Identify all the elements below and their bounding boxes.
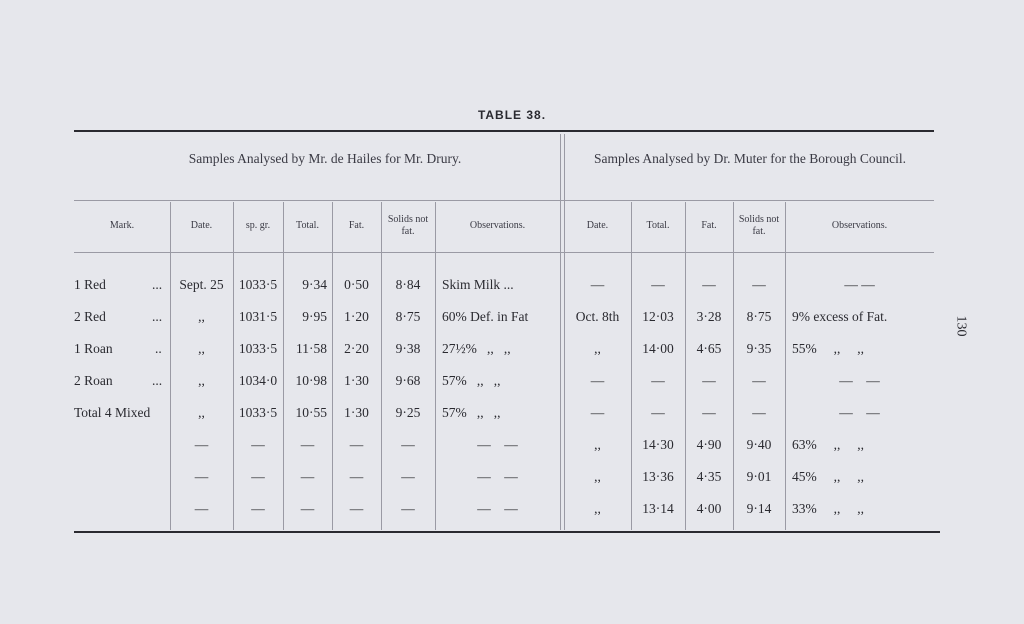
cell-fat: — bbox=[349, 469, 364, 484]
cell-mark-dots: ... bbox=[152, 373, 163, 388]
cell-mark: Total 4 Mixed bbox=[74, 405, 151, 420]
cell-solids-right: 9·01 bbox=[746, 469, 772, 484]
cell-date: ,, bbox=[198, 309, 205, 324]
cell-date-right: ,, bbox=[594, 341, 601, 356]
column-header-fat-right: Fat. bbox=[701, 220, 717, 231]
cell-solids: 8·75 bbox=[395, 309, 421, 324]
cell-fat-right: 4·35 bbox=[696, 469, 722, 484]
cell-solids-right: — bbox=[752, 373, 766, 388]
cell-date-right: ,, bbox=[594, 501, 601, 516]
cell-solids: 9·68 bbox=[395, 373, 421, 388]
cell-spgr: 1031·5 bbox=[238, 309, 278, 324]
cell-solids: — bbox=[401, 469, 415, 484]
cell-solids: — bbox=[401, 437, 415, 452]
cell-date: — bbox=[194, 437, 209, 452]
cell-fat-right: 4·90 bbox=[696, 437, 722, 452]
column-header-total-right: Total. bbox=[646, 220, 670, 231]
cell-total-right: — bbox=[651, 373, 665, 388]
column-header-mark: Mark. bbox=[109, 220, 135, 231]
cell-fat: — bbox=[349, 501, 364, 516]
cell-solids: 8·84 bbox=[395, 277, 421, 292]
cell-date: ,, bbox=[198, 405, 205, 420]
cell-date-right: — bbox=[590, 277, 605, 292]
cell-observations: — — bbox=[477, 501, 518, 516]
cell-mark: 2 Red bbox=[74, 309, 106, 324]
cell-total: 9·95 bbox=[302, 309, 327, 324]
cell-date: ,, bbox=[198, 341, 205, 356]
cell-observations: — — bbox=[477, 469, 518, 484]
cell-fat-right: 4·65 bbox=[696, 341, 722, 356]
cell-total: 10·98 bbox=[295, 373, 327, 388]
column-header-observations-right: Observations. bbox=[831, 220, 888, 231]
cell-total-right: 13·14 bbox=[642, 501, 674, 516]
group-header-rule bbox=[74, 200, 934, 201]
cell-total: 9·34 bbox=[302, 277, 327, 292]
top-rule bbox=[74, 130, 934, 132]
column-header-rule bbox=[74, 252, 934, 253]
column-header-solids: Solids not fat. bbox=[387, 214, 429, 237]
cell-fat: 2·20 bbox=[344, 341, 369, 356]
cell-solids-right: — bbox=[752, 405, 766, 420]
cell-date: Sept. 25 bbox=[179, 277, 224, 292]
cell-observations: 57% ,, ,, bbox=[442, 373, 501, 388]
cell-observations: Skim Milk ... bbox=[442, 277, 514, 292]
cell-total-right: — bbox=[651, 405, 665, 420]
cell-mark-dots: .. bbox=[155, 341, 162, 356]
cell-solids-right: 9·14 bbox=[746, 501, 772, 516]
page-number: 130 bbox=[953, 315, 969, 337]
cell-observations: 57% ,, ,, bbox=[442, 405, 501, 420]
column-header-solids-right: Solids not fat. bbox=[738, 214, 780, 237]
cell-solids: 9·25 bbox=[395, 405, 421, 420]
cell-total: — bbox=[300, 469, 315, 484]
group-header-left: Samples Analysed by Mr. de Hailes for Mr. Drury. bbox=[188, 151, 462, 166]
cell-fat: 1·30 bbox=[344, 405, 369, 420]
cell-solids-right: — bbox=[752, 277, 766, 292]
cell-total-right: 13·36 bbox=[642, 469, 674, 484]
cell-solids: 9·38 bbox=[395, 341, 421, 356]
cell-spgr: 1034·0 bbox=[238, 373, 278, 388]
cell-mark-dots: ... bbox=[152, 309, 163, 324]
cell-total: — bbox=[300, 437, 315, 452]
cell-date: — bbox=[194, 469, 209, 484]
cell-total-right: — bbox=[651, 277, 665, 292]
cell-solids-right: 9·40 bbox=[746, 437, 772, 452]
cell-date-right: ,, bbox=[594, 469, 601, 484]
cell-date-right: Oct. 8th bbox=[575, 309, 620, 324]
cell-fat-right: — bbox=[702, 277, 716, 292]
cell-date: — bbox=[194, 501, 209, 516]
cell-date-right: — bbox=[590, 373, 605, 388]
cell-fat: 0·50 bbox=[344, 277, 369, 292]
cell-observations: — — bbox=[477, 437, 518, 452]
cell-observations-right: 55% ,, ,, bbox=[792, 341, 864, 356]
cell-observations-right: 33% ,, ,, bbox=[792, 501, 864, 516]
cell-observations-right: — — bbox=[844, 277, 875, 292]
cell-observations: 27½% ,, ,, bbox=[442, 341, 511, 356]
cell-fat-right: — bbox=[702, 405, 716, 420]
cell-mark: 2 Roan bbox=[74, 373, 113, 388]
column-header-fat: Fat. bbox=[348, 220, 365, 231]
cell-fat-right: — bbox=[702, 373, 716, 388]
column-header-date-right: Date. bbox=[586, 220, 609, 231]
cell-fat-right: 4·00 bbox=[696, 501, 722, 516]
column-header-date: Date. bbox=[190, 220, 213, 231]
cell-date: ,, bbox=[198, 373, 205, 388]
cell-mark: 1 Red bbox=[74, 277, 106, 292]
cell-total: 11·58 bbox=[296, 341, 327, 356]
cell-solids: — bbox=[401, 501, 415, 516]
cell-total-right: 14·00 bbox=[642, 341, 674, 356]
cell-spgr: — bbox=[251, 501, 265, 516]
cell-observations-right: 63% ,, ,, bbox=[792, 437, 864, 452]
cell-spgr: — bbox=[251, 437, 265, 452]
cell-spgr: 1033·5 bbox=[238, 341, 278, 356]
cell-observations: 60% Def. in Fat bbox=[442, 309, 529, 324]
column-header-total: Total. bbox=[296, 220, 319, 231]
cell-spgr: — bbox=[251, 469, 265, 484]
column-header-observations: Observations. bbox=[469, 220, 526, 231]
cell-solids-right: 8·75 bbox=[746, 309, 772, 324]
cell-mark: 1 Roan bbox=[74, 341, 113, 356]
cell-fat: — bbox=[349, 437, 364, 452]
cell-spgr: 1033·5 bbox=[238, 277, 278, 292]
cell-date-right: — bbox=[590, 405, 605, 420]
column-header-spgr: sp. gr. bbox=[245, 220, 271, 231]
cell-solids-right: 9·35 bbox=[746, 341, 772, 356]
cell-date-right: ,, bbox=[594, 437, 601, 452]
cell-fat-right: 3·28 bbox=[696, 309, 722, 324]
cell-observations-right: 45% ,, ,, bbox=[792, 469, 864, 484]
table-title: TABLE 38. bbox=[477, 108, 547, 122]
cell-total-right: 12·03 bbox=[642, 309, 674, 324]
col-divider bbox=[785, 202, 786, 530]
cell-mark-dots: ... bbox=[152, 277, 163, 292]
cell-observations-right: 9% excess of Fat. bbox=[792, 309, 888, 324]
cell-fat: 1·30 bbox=[344, 373, 369, 388]
cell-observations-right: — — bbox=[839, 373, 880, 388]
cell-fat: 1·20 bbox=[344, 309, 369, 324]
group-header-right: Samples Analysed by Dr. Muter for the Borough Council. bbox=[594, 151, 906, 166]
cell-observations-right: — — bbox=[839, 405, 880, 420]
cell-spgr: 1033·5 bbox=[238, 405, 278, 420]
cell-total-right: 14·30 bbox=[642, 437, 674, 452]
bottom-rule bbox=[74, 531, 940, 533]
group-divider bbox=[560, 134, 561, 530]
cell-total: 10·55 bbox=[295, 405, 327, 420]
cell-total: — bbox=[300, 501, 315, 516]
